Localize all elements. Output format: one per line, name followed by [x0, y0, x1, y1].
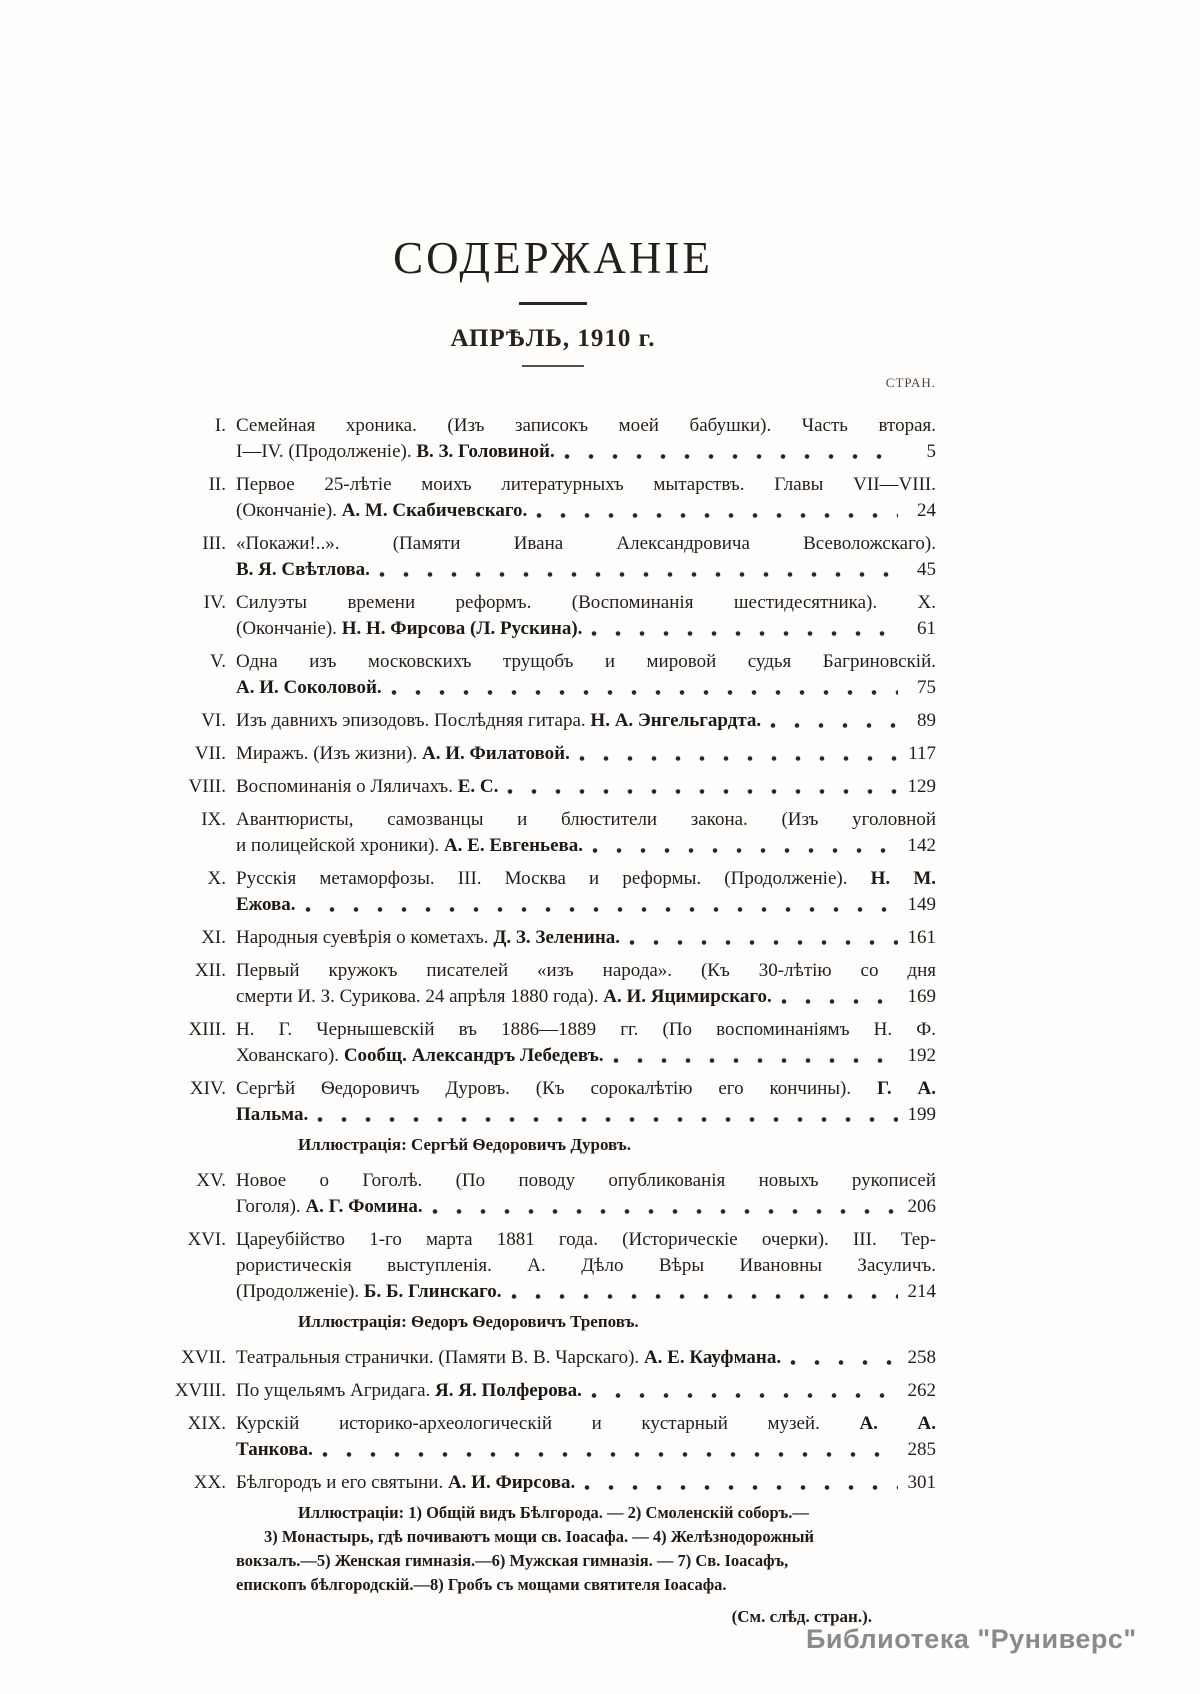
dot-leader	[613, 1057, 898, 1064]
entry-line	[236, 531, 936, 557]
entry-title-text: Народныя суевѣрія о кометахъ.	[236, 927, 494, 948]
author-name: Я. Я. Полферова.	[435, 1380, 582, 1401]
entry-line	[236, 741, 936, 767]
entry-body	[236, 866, 936, 918]
entry-line	[236, 1345, 936, 1371]
entry-title-text: Хованскаго).	[236, 1045, 344, 1066]
entry-title-text: Одна изъ московскихъ трущобъ и мировой судья Багриновскій.	[236, 651, 936, 672]
entry-line	[236, 892, 936, 918]
entry-body	[236, 1076, 936, 1161]
entry-line	[236, 1378, 936, 1404]
dot-leader	[584, 1484, 898, 1491]
entry-body	[236, 958, 936, 1010]
entry-line-text	[236, 984, 772, 1010]
entry-line-text	[236, 1437, 313, 1463]
entry-page-number: 262	[907, 1380, 936, 1401]
entry-body	[236, 413, 936, 465]
entry-line-text	[236, 1043, 604, 1069]
dot-leader	[322, 1451, 898, 1458]
entry-line	[236, 557, 936, 583]
entry-page-number: 5	[926, 441, 936, 462]
dot-leader	[432, 1208, 898, 1215]
toc-entry	[170, 1227, 936, 1338]
dot-leader	[629, 939, 898, 946]
entry-number: IX.	[201, 809, 226, 830]
entry-page-number: 214	[907, 1281, 936, 1302]
divider-rule-bottom	[522, 365, 584, 367]
entry-title-text: Первое 25-лѣтіе моихъ литературныхъ мытарствъ. Главы VII—VIII.	[236, 474, 936, 495]
entry-line	[236, 1227, 936, 1253]
entry-body	[236, 774, 936, 800]
entry-line-text	[236, 616, 582, 642]
toc-entry	[170, 1017, 936, 1069]
entry-number: XII.	[194, 960, 226, 981]
entry-title-text: Курскій историко-археологическій и кустарный музей.	[236, 1413, 860, 1434]
author-name: В. Я. Свѣтлова.	[236, 559, 370, 580]
entry-page-number: 199	[907, 1104, 936, 1125]
entry-line	[236, 472, 936, 498]
entry-body	[236, 531, 936, 583]
entry-line-text	[236, 498, 527, 524]
toc-entry	[170, 925, 936, 951]
entry-number: VI.	[201, 710, 226, 731]
entry-line	[236, 984, 936, 1010]
entry-number: VIII.	[188, 776, 226, 797]
entry-title-text: Изъ давнихъ эпизодовъ. Послѣдняя гитара.	[236, 710, 591, 731]
author-name: В. З. Головиной.	[416, 441, 555, 462]
entry-line	[236, 1411, 936, 1437]
entry-line	[236, 1102, 936, 1128]
toc-entry	[170, 774, 936, 800]
entry-body	[236, 1470, 936, 1630]
dot-leader	[507, 788, 898, 795]
entry-page-number: 258	[907, 1347, 936, 1368]
dot-leader	[781, 998, 898, 1005]
entry-title-text: Сергѣй Ѳедоровичъ Дуровъ. (Къ сорокалѣтію его кончины).	[236, 1078, 877, 1099]
entry-number: XVII.	[181, 1347, 226, 1368]
entry-number: I.	[214, 415, 226, 436]
illustration-note-line: епископъ бѣлгородскій.—8) Гробъ съ мощами святителя Іоасафа.	[236, 1575, 727, 1594]
entry-line-text	[236, 741, 570, 767]
toc-entry	[170, 413, 936, 465]
author-name: А. И. Яцимирскаго.	[603, 986, 772, 1007]
entry-line	[236, 807, 936, 833]
entry-line	[236, 616, 936, 642]
toc-entry	[170, 1470, 936, 1630]
entry-title-text: Бѣлгородъ и его святыни.	[236, 1472, 448, 1493]
entry-title-text: Авантюристы, самозванцы и блюстители закона. (Изъ уголовной	[236, 809, 936, 830]
entry-number: XI.	[201, 927, 226, 948]
dot-leader	[592, 847, 898, 854]
entry-line-text	[236, 892, 296, 918]
table-of-contents	[170, 232, 936, 1637]
author-name: А. М. Скабичевскаго.	[341, 500, 528, 521]
entry-body	[236, 741, 936, 767]
entry-title-text: Семейная хроника. (Изъ записокъ моей бабушки). Часть вторая.	[236, 415, 936, 436]
entry-line	[236, 925, 936, 951]
entry-line-text	[236, 833, 583, 859]
toc-entry	[170, 1168, 936, 1220]
entry-body	[236, 472, 936, 524]
author-name: Н. Н. Фирсова (Л. Рускина).	[341, 618, 583, 639]
entry-page-number: 285	[907, 1439, 936, 1460]
entry-line	[236, 1017, 936, 1043]
toc-entry	[170, 866, 936, 918]
divider-rule-top	[519, 302, 587, 305]
entry-number: XVIII.	[174, 1380, 226, 1401]
entry-title-text: (Окончаніе).	[236, 500, 342, 521]
entry-title-text: (Продолженіе).	[236, 1281, 364, 1302]
toc-entry	[170, 741, 936, 767]
entry-number: III.	[202, 533, 226, 554]
entry-body	[236, 1227, 936, 1338]
entry-page-number: 149	[907, 894, 936, 915]
entry-line	[236, 708, 936, 734]
entry-line	[236, 1076, 936, 1102]
entry-title-text: Н. Г. Чернышевскій въ 1886—1889 гг. (По воспоминаніямъ Н. Ф.	[236, 1019, 936, 1040]
illustrations-note	[236, 1501, 872, 1597]
entry-line	[236, 590, 936, 616]
entry-title-text: Цареубійство 1-го марта 1881 года. (Историческіе очерки). III. Тер-	[236, 1229, 936, 1250]
entry-body	[236, 649, 936, 701]
entry-title-text: «Покажи!..». (Памяти Ивана Александровича Всеволожскаго).	[236, 533, 936, 554]
entry-title-text: и полицейской хроники).	[236, 835, 444, 856]
author-name: Сообщ. Александръ Лебедевъ.	[343, 1045, 604, 1066]
entry-title-text: По ущельямъ Агридага.	[236, 1380, 436, 1401]
illustration-note-line: вокзалъ.—5) Женская гимназія.—6) Мужская гимназія. — 7) Св. Іоасафъ,	[236, 1551, 789, 1570]
dot-leader	[511, 1293, 898, 1300]
dot-leader	[564, 453, 898, 460]
entry-body	[236, 1168, 936, 1220]
entry-body	[236, 807, 936, 859]
entry-line	[236, 774, 936, 800]
entry-line-text	[236, 1194, 423, 1220]
entry-line-text	[236, 1102, 308, 1128]
author-name: А. А.	[859, 1413, 936, 1434]
entry-title-text: Первый кружокъ писателей «изъ народа». (Къ 30-лѣтію со дня	[236, 960, 936, 981]
toc-entry	[170, 1378, 936, 1404]
illustration-note-line: 3) Монастырь, гдѣ почиваютъ мощи св. Іоасафа. — 4) Желѣзнодорожный	[264, 1527, 815, 1546]
entry-body	[236, 1345, 936, 1371]
toc-entry	[170, 958, 936, 1010]
entry-title-text: Гоголя).	[236, 1196, 306, 1217]
toc-entry	[170, 531, 936, 583]
entry-page-number: 169	[907, 986, 936, 1007]
entry-page-number: 142	[907, 835, 936, 856]
toc-entry	[170, 1345, 936, 1371]
entry-number: II.	[208, 474, 226, 495]
author-name: Н. М.	[870, 868, 937, 889]
entry-page-number: 161	[907, 927, 936, 948]
entry-number: X.	[207, 868, 226, 889]
entry-title-text: (Окончаніе).	[236, 618, 342, 639]
entry-page-number: 192	[907, 1045, 936, 1066]
entry-line	[236, 833, 936, 859]
entry-line-text	[236, 439, 555, 465]
column-header	[170, 365, 936, 401]
toc-entry	[170, 590, 936, 642]
entry-body	[236, 590, 936, 642]
entry-body	[236, 925, 936, 951]
entry-number: XX.	[193, 1472, 226, 1493]
illustration-note-line: Иллюстраціи: 1) Общій видъ Бѣлгорода. — 2) Смоленскій соборъ.—	[298, 1503, 809, 1522]
dot-leader	[536, 512, 898, 519]
entry-line	[236, 1253, 936, 1279]
page-title: СОДЕРЖАНІЕ	[393, 233, 713, 283]
page-column-header: СТРАН.	[885, 375, 936, 390]
entry-line-text	[236, 1470, 575, 1496]
dot-leader	[579, 755, 898, 762]
entry-number: XV.	[196, 1170, 226, 1191]
entry-title-text: смерти И. З. Сурикова. 24 апрѣля 1880 года).	[236, 986, 604, 1007]
entry-line	[236, 866, 936, 892]
entry-line	[236, 958, 936, 984]
dot-leader	[591, 1392, 898, 1399]
entry-title-text: Новое о Гоголѣ. (По поводу опубликованія новыхъ рукописей	[236, 1170, 936, 1191]
entry-page-number: 301	[907, 1472, 936, 1493]
toc-entry	[170, 1411, 936, 1463]
entry-line-text	[236, 925, 620, 951]
entry-body	[236, 708, 936, 734]
entry-line-text	[236, 675, 382, 701]
author-name: Ежова.	[236, 894, 296, 915]
entry-number: VII.	[194, 743, 226, 764]
author-name: Г. А.	[876, 1078, 936, 1099]
entry-line	[236, 413, 936, 439]
entry-title-text: рористическія выступленія. А. Дѣло Вѣры Ивановны Засуличъ.	[236, 1255, 936, 1276]
entry-line	[236, 498, 936, 524]
author-name: А. Г. Фомина.	[305, 1196, 423, 1217]
entry-title-text: Театральныя странички. (Памяти В. В. Чарскаго).	[236, 1347, 644, 1368]
entry-line-text	[236, 708, 761, 734]
entry-title-text: Русскія метаморфозы. III. Москва и реформы. (Продолженіе).	[236, 868, 871, 889]
dot-leader	[591, 630, 898, 637]
entry-page-number: 61	[917, 618, 936, 639]
author-name: Н. А. Энгельгардта.	[590, 710, 762, 731]
entry-number: IV.	[203, 592, 226, 613]
entry-line	[236, 1279, 936, 1305]
illustration-caption: Иллюстрація: Ѳедоръ Ѳедоровичъ Треповъ.	[298, 1312, 639, 1331]
toc-entry	[170, 807, 936, 859]
entry-number: XVI.	[187, 1229, 226, 1250]
author-name: Б. Б. Глинскаго.	[363, 1281, 502, 1302]
author-name: А. Е. Евгеньева.	[443, 835, 584, 856]
entry-page-number: 89	[917, 710, 936, 731]
author-name: Танкова.	[236, 1439, 313, 1460]
toc-entry	[170, 1076, 936, 1161]
entry-line-text	[236, 1279, 502, 1305]
author-name: Пальма.	[236, 1104, 309, 1125]
entry-page-number: 117	[908, 743, 936, 764]
entry-number: XIII.	[188, 1019, 226, 1040]
dot-leader	[790, 1359, 898, 1366]
author-name: А. Е. Кауфмана.	[643, 1347, 782, 1368]
entry-number: XIV.	[189, 1078, 226, 1099]
entry-line	[236, 1470, 936, 1496]
entry-body	[236, 1411, 936, 1463]
dot-leader	[305, 906, 898, 913]
entry-title-text: Миражъ. (Изъ жизни).	[236, 743, 422, 764]
author-name: Е. С.	[457, 776, 499, 797]
entry-line	[236, 649, 936, 675]
entry-line-text	[236, 557, 370, 583]
entry-line	[236, 1194, 936, 1220]
entry-line	[236, 439, 936, 465]
entry-number: V.	[209, 651, 226, 672]
author-name: Д. З. Зеленина.	[493, 927, 621, 948]
author-name: А. И. Соколовой.	[236, 677, 382, 698]
entry-body	[236, 1378, 936, 1404]
entry-line-text	[236, 1378, 582, 1404]
illustration-caption: Иллюстрація: Сергѣй Ѳедоровичъ Дуровъ.	[298, 1135, 631, 1154]
entry-line-text	[236, 1345, 781, 1371]
author-name: А. И. Филатовой.	[421, 743, 570, 764]
entry-page-number: 129	[907, 776, 936, 797]
entry-page-number: 45	[917, 559, 936, 580]
entry-page-number: 24	[917, 500, 936, 521]
entry-title-text: Силуэты времени реформъ. (Воспоминанія шестидесятника). X.	[236, 592, 936, 613]
author-name: А. И. Фирсова.	[447, 1472, 576, 1493]
library-watermark: Библиотека "Руниверс"	[806, 1624, 1137, 1654]
dot-leader	[391, 689, 898, 696]
issue-heading: АПРѢЛЬ, 1910 г.	[450, 325, 656, 352]
toc-list	[170, 413, 936, 1630]
entry-line-text	[236, 774, 498, 800]
entry-title-text: Воспоминанія о Ляличахъ.	[236, 776, 458, 797]
dot-leader	[317, 1116, 898, 1123]
entry-body	[236, 1017, 936, 1069]
entry-line	[236, 1437, 936, 1463]
entry-title-text: I—IV. (Продолженіе).	[236, 441, 417, 462]
entry-line	[236, 1043, 936, 1069]
entry-page-number: 75	[917, 677, 936, 698]
toc-entry	[170, 649, 936, 701]
entry-line	[236, 675, 936, 701]
entry-line	[236, 1168, 936, 1194]
entry-page-number: 206	[907, 1196, 936, 1217]
dot-leader	[379, 571, 898, 578]
toc-entry	[170, 708, 936, 734]
dot-leader	[770, 722, 898, 729]
see-next-page-note: (См. слѣд. стран.).	[731, 1607, 872, 1626]
entry-number: XIX.	[187, 1413, 226, 1434]
toc-entry	[170, 472, 936, 524]
